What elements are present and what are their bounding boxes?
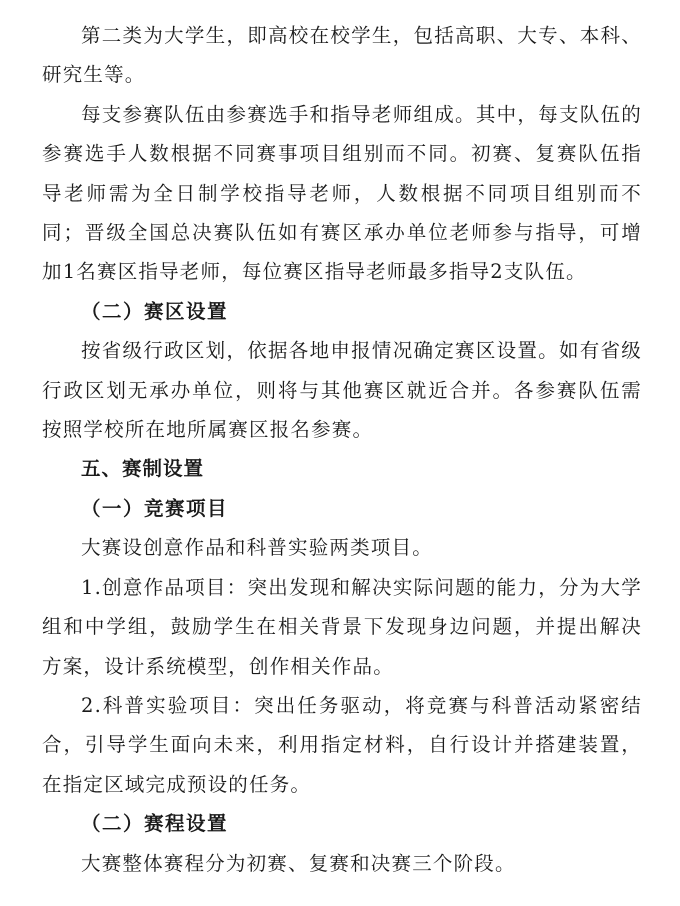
paragraph-creative-works: 1.创意作品项目：突出发现和解决实际问题的能力，分为大学组和中学组，鼓励学生在相关背景下发现身边问题，并提出解决方案，设计系统模型，创作相关作品。 xyxy=(42,575,642,678)
document-page xyxy=(42,16,642,883)
paragraph-student-category: 第二类为大学生，即高校在校学生，包括高职、大专、本科、研究生等。 xyxy=(42,24,642,87)
paragraph-competition-items-intro: 大赛设创意作品和科普实验两类项目。 xyxy=(81,536,433,560)
section-heading-division-setup: （二）赛区设置 xyxy=(81,299,229,323)
chapter-heading-competition-system: 五、赛制设置 xyxy=(81,457,205,481)
paragraph-science-experiment: 2.科普实验项目：突出任务驱动，将竞赛与科普活动紧密结合，引导学生面向未来，利用指定材料，自行设计并搭建装置，在指定区域完成预设的任务。 xyxy=(42,693,642,796)
paragraph-division-setup: 按省级行政区划，依据各地申报情况确定赛区设置。如有省级行政区划无承办单位，则将与其他赛区就近合并。各参赛队伍需按照学校所在地所属赛区报名参赛。 xyxy=(42,339,642,442)
paragraph-team-composition: 每支参赛队伍由参赛选手和指导老师组成。其中，每支队伍的参赛选手人数根据不同赛事项目组别而不同。初赛、复赛队伍指导老师需为全日制学校指导老师，人数根据不同项目组别而不同；晋级全国总决赛队伍如有赛区承办单位老师参与指导，可增加1名赛区指导老师，每位赛区指导老师最多指导2支队伍。 xyxy=(42,102,642,284)
section-heading-schedule: （二）赛程设置 xyxy=(81,812,229,836)
section-heading-competition-items: （一）竞赛项目 xyxy=(81,496,229,520)
paragraph-schedule: 大赛整体赛程分为初赛、复赛和决赛三个阶段。 xyxy=(81,851,516,875)
